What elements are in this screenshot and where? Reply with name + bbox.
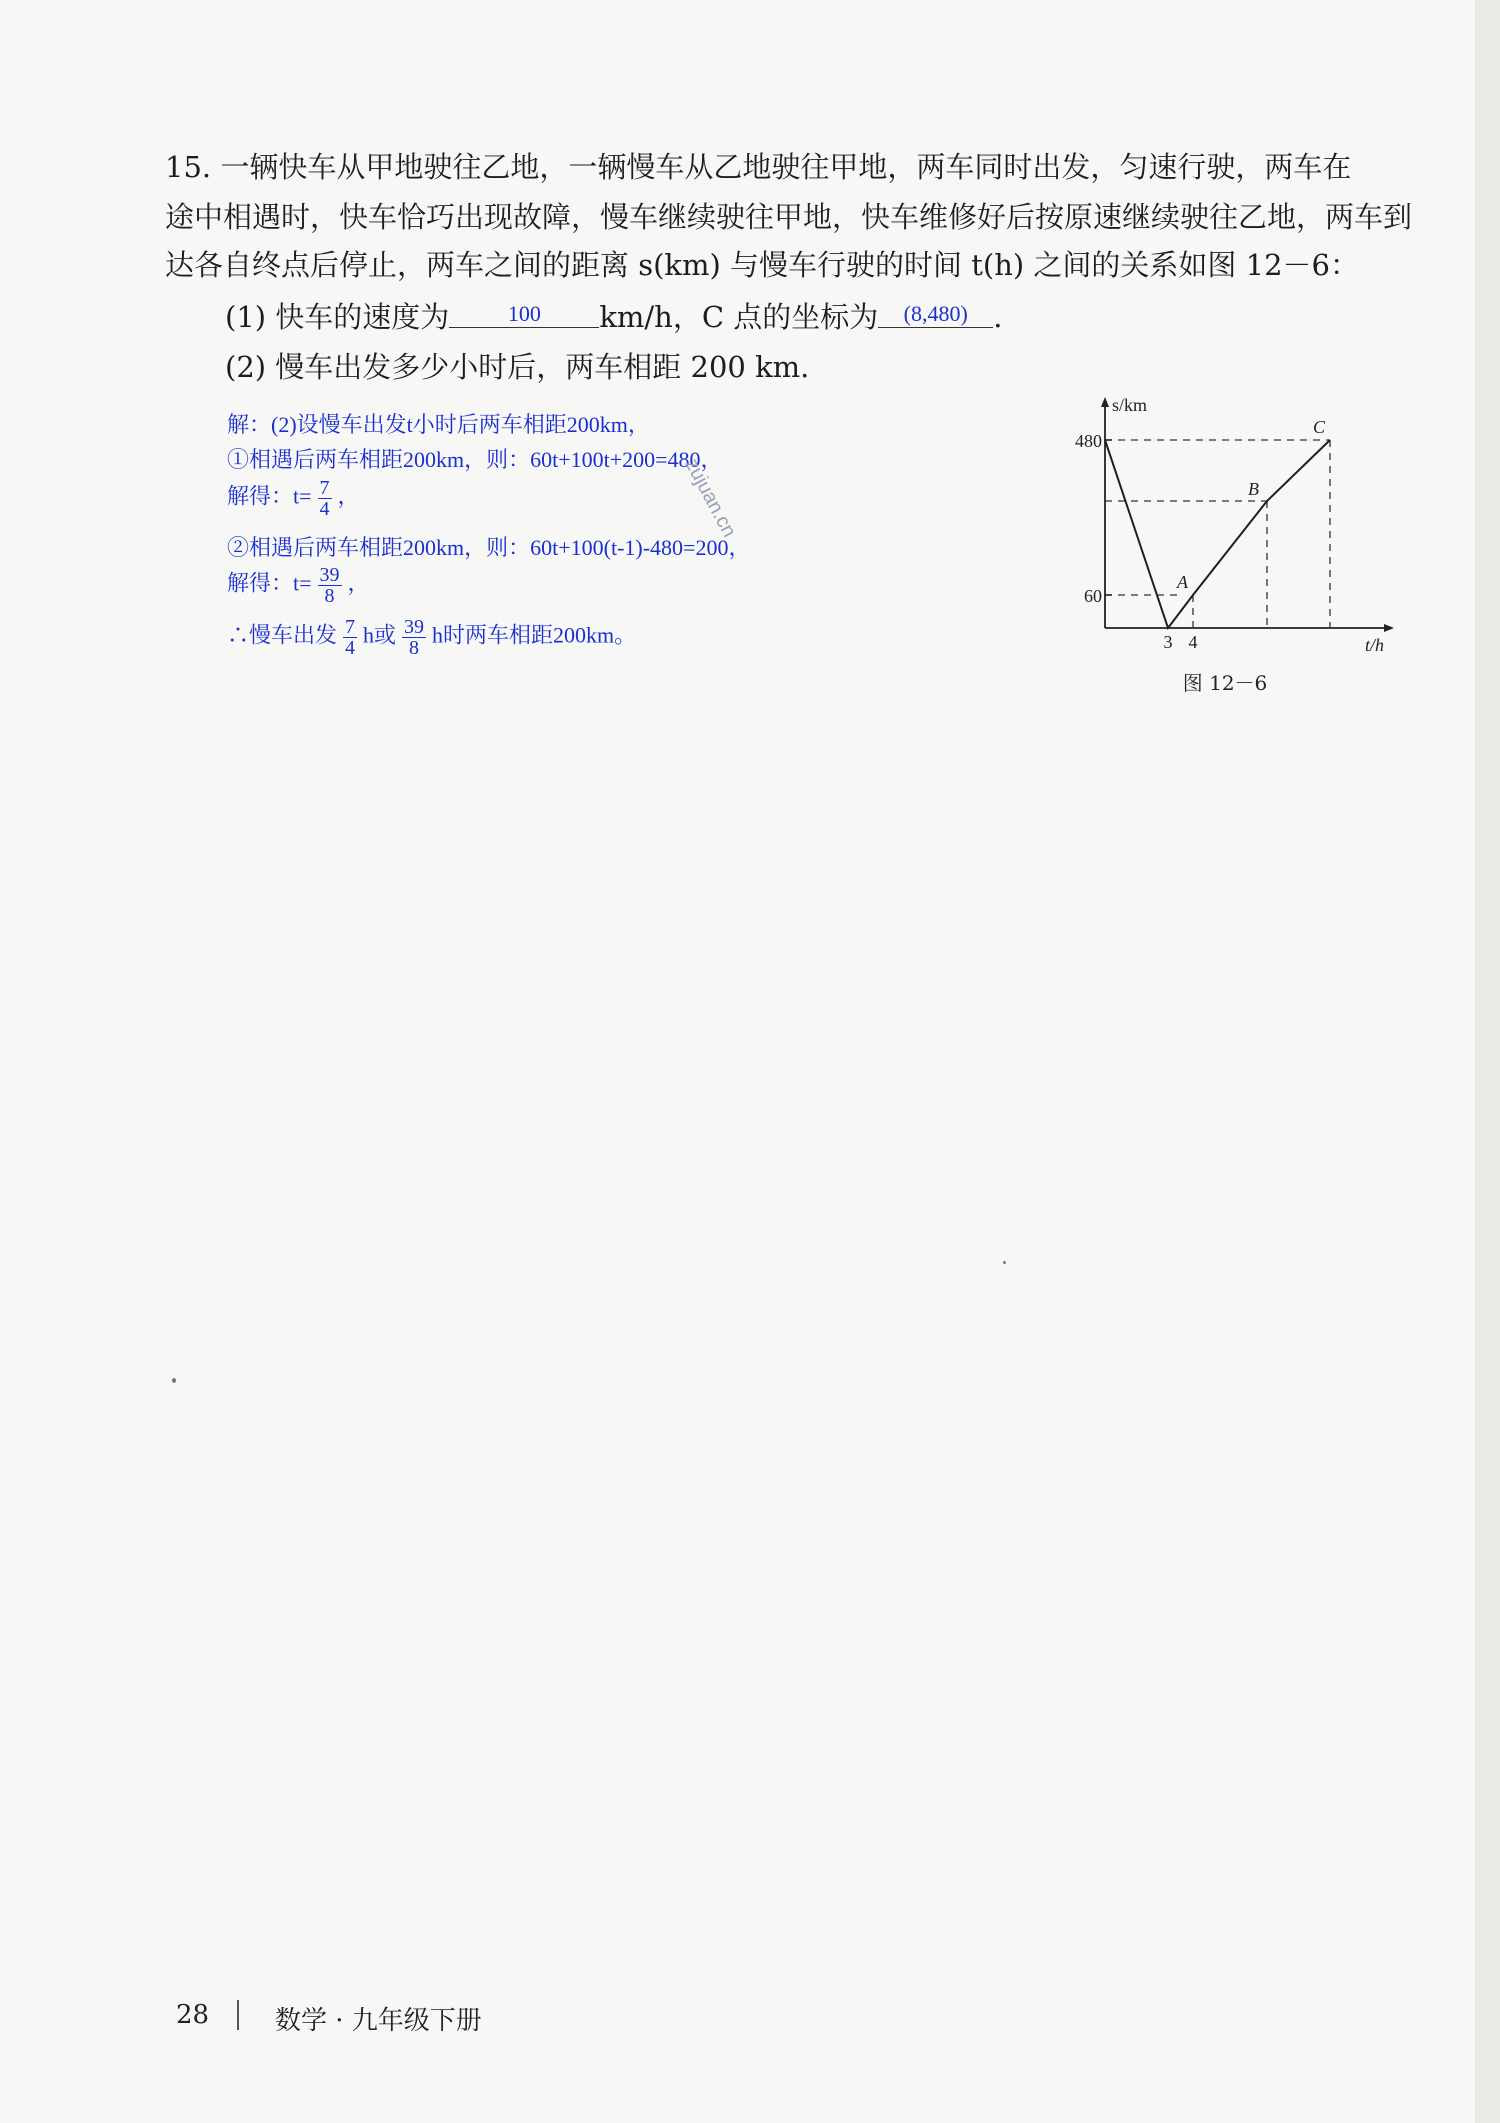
speed-answer-blank: 100 bbox=[449, 301, 599, 328]
question-line-1: 15. 一辆快车从甲地驶往乙地，一辆慢车从乙地驶往甲地，两车同时出发，匀速行驶，两车在 bbox=[165, 150, 1352, 184]
point-label-b: B bbox=[1248, 479, 1259, 499]
fraction-numerator: 7 bbox=[345, 616, 356, 638]
fraction-7-4 bbox=[318, 478, 332, 519]
c-point-answer-blank: (8,480) bbox=[878, 301, 993, 328]
figure-caption: 图 12－6 bbox=[1182, 671, 1268, 695]
fraction-39-8-conclusion bbox=[402, 617, 426, 658]
answer-line-3-prefix: 解得：t= bbox=[227, 483, 312, 509]
x-axis-arrow bbox=[1384, 624, 1394, 632]
scan-speck bbox=[1003, 1261, 1006, 1264]
distance-time-graph bbox=[1060, 390, 1400, 710]
point-label-a: A bbox=[1177, 572, 1188, 592]
question-part-1 bbox=[225, 297, 1465, 337]
fraction-numerator: 39 bbox=[404, 616, 425, 638]
book-title: 数学 · 九年级下册 bbox=[275, 2006, 482, 2036]
part1-prefix: (1) 快车的速度为 bbox=[225, 300, 450, 334]
answer-line-6 bbox=[227, 617, 636, 658]
answer-line-6-mid: h或 bbox=[363, 622, 397, 648]
answer-line-5-suffix: ， bbox=[347, 570, 370, 596]
page-number: 28 bbox=[176, 2000, 210, 2030]
scan-speck bbox=[172, 1378, 176, 1383]
point-label-c: C bbox=[1313, 417, 1326, 437]
fraction-39-8 bbox=[318, 565, 342, 606]
fraction-7-4-conclusion bbox=[343, 617, 357, 658]
fraction-denominator: 4 bbox=[319, 498, 330, 520]
dashed-guides bbox=[1105, 440, 1330, 628]
fraction-numerator: 39 bbox=[319, 564, 340, 586]
watermark: zujuan.cn bbox=[680, 455, 741, 541]
answer-line-5 bbox=[227, 565, 370, 606]
answer-line-1: 解：(2)设慢车出发t小时后两车相距200km， bbox=[227, 412, 650, 437]
answer-line-3 bbox=[227, 478, 360, 519]
fraction-numerator: 7 bbox=[319, 477, 330, 499]
y-tick-label-480: 480 bbox=[1075, 431, 1102, 451]
question-part-2: (2) 慢车出发多少小时后，两车相距 200 km. bbox=[225, 350, 810, 384]
fraction-denominator: 4 bbox=[345, 637, 356, 659]
fraction-denominator: 8 bbox=[409, 637, 420, 659]
answer-line-6-prefix: ∴慢车出发 bbox=[227, 622, 338, 648]
answer-line-6-suffix: h时两车相距200km。 bbox=[432, 622, 637, 648]
y-axis-arrow bbox=[1101, 397, 1109, 407]
x-axis-label: t/h bbox=[1365, 635, 1385, 655]
part1-end: . bbox=[993, 300, 1003, 334]
y-axis-label: s/km bbox=[1112, 395, 1148, 415]
answer-line-3-suffix: ， bbox=[337, 483, 360, 509]
footer-divider bbox=[237, 2000, 239, 2030]
answer-line-5-prefix: 解得：t= bbox=[227, 570, 312, 596]
question-line-2: 途中相遇时，快车恰巧出现故障，慢车继续驶往甲地，快车维修好后按原速继续驶往乙地，两车到 bbox=[165, 200, 1413, 234]
fraction-denominator: 8 bbox=[324, 585, 335, 607]
x-tick-label-3: 3 bbox=[1163, 632, 1173, 652]
answer-line-2: ①相遇后两车相距200km，则：60t+100t+200=480， bbox=[227, 447, 723, 472]
y-tick-label-60: 60 bbox=[1084, 586, 1102, 606]
part1-mid: km/h，C 点的坐标为 bbox=[599, 300, 879, 334]
x-tick-label-4: 4 bbox=[1188, 632, 1198, 652]
answer-line-4: ②相遇后两车相距200km，则：60t+100(t-1)-480=200， bbox=[227, 535, 751, 560]
graph-line bbox=[1105, 440, 1330, 628]
question-line-3: 达各自终点后停止，两车之间的距离 s(km) 与慢车行驶的时间 t(h) 之间的关系如图 12－6： bbox=[165, 248, 1359, 282]
page-edge-strip bbox=[1475, 0, 1500, 2123]
